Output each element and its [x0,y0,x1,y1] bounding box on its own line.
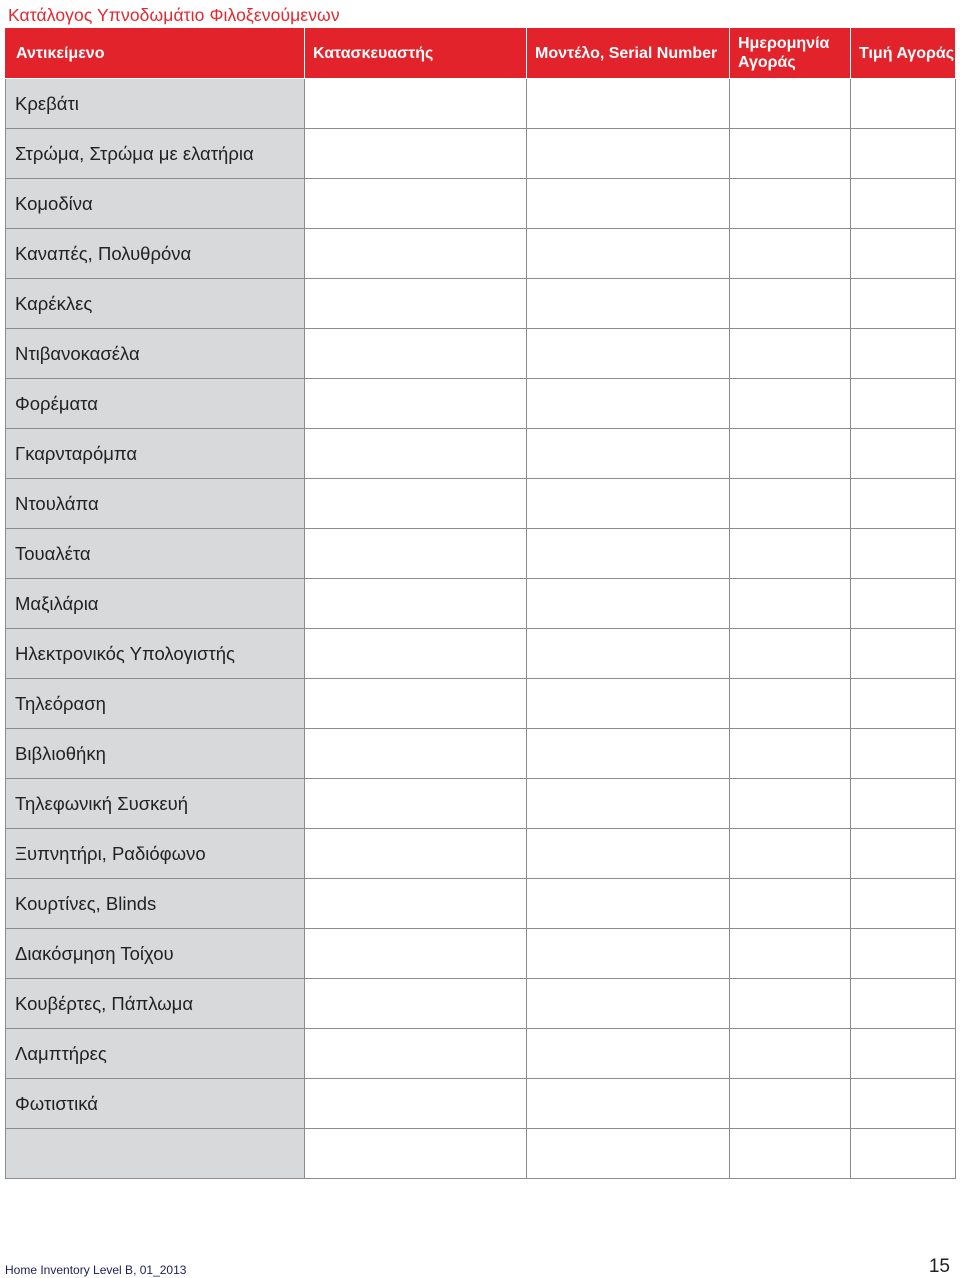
table-row [6,1079,956,1129]
model-serial-cell[interactable] [527,879,730,929]
manufacturer-cell[interactable] [305,979,527,1029]
model-serial-cell[interactable] [527,829,730,879]
column-header-manufacturer: Κατασκευαστής [305,28,527,79]
purchase-date-cell[interactable] [730,829,851,879]
purchase-price-cell[interactable] [851,229,956,279]
manufacturer-cell[interactable] [305,79,527,129]
item-name-cell: Καρέκλες [6,279,305,329]
column-header-item: Αντικείμενο [6,28,305,79]
item-name-cell: Φορέματα [6,379,305,429]
purchase-date-cell[interactable] [730,279,851,329]
item-name-cell: Ηλεκτρονικός Υπολογιστής [6,629,305,679]
page-number: 15 [928,1256,950,1277]
table-row [6,279,956,329]
column-header-model-serial: Μοντέλο, Serial Number [527,28,730,79]
item-name-cell: Ντιβανοκασέλα [6,329,305,379]
table-row [6,979,956,1029]
model-serial-cell[interactable] [527,729,730,779]
purchase-price-cell[interactable] [851,879,956,929]
table-row [6,179,956,229]
table-row [6,929,956,979]
model-serial-cell[interactable] [527,529,730,579]
item-name-cell: Κουβέρτες, Πάπλωμα [6,979,305,1029]
purchase-price-cell[interactable] [851,179,956,229]
item-name-cell: Λαμπτήρες [6,1029,305,1079]
table-row [6,579,956,629]
table-row [6,629,956,679]
purchase-date-cell[interactable] [730,1029,851,1079]
manufacturer-cell[interactable] [305,679,527,729]
purchase-price-cell[interactable] [851,979,956,1029]
purchase-date-cell[interactable] [730,579,851,629]
table-row [6,879,956,929]
item-name-cell: Κομοδίνα [6,179,305,229]
manufacturer-cell[interactable] [305,879,527,929]
model-serial-cell[interactable] [527,679,730,729]
purchase-date-cell[interactable] [730,979,851,1029]
model-serial-cell[interactable] [527,1029,730,1079]
purchase-price-cell[interactable] [851,279,956,329]
manufacturer-cell[interactable] [305,379,527,429]
table-row [6,129,956,179]
column-header-purchase-price: Τιμή Αγοράς [851,28,956,79]
purchase-price-cell[interactable] [851,679,956,729]
model-serial-cell[interactable] [527,379,730,429]
purchase-date-cell[interactable] [730,429,851,479]
purchase-date-cell[interactable] [730,379,851,429]
table-row [6,1029,956,1079]
purchase-date-cell[interactable] [730,929,851,979]
purchase-price-cell[interactable] [851,779,956,829]
purchase-date-cell[interactable] [730,529,851,579]
item-name-cell: Ντουλάπα [6,479,305,529]
table-row [6,229,956,279]
item-name-cell: Ξυπνητήρι, Ραδιόφωνο [6,829,305,879]
table-row [6,429,956,479]
purchase-price-cell[interactable] [851,829,956,879]
item-name-cell: Καναπές, Πολυθρόνα [6,229,305,279]
purchase-date-cell[interactable] [730,679,851,729]
table-row [6,479,956,529]
manufacturer-cell[interactable] [305,579,527,629]
item-name-cell: Τηλεόραση [6,679,305,729]
purchase-price-cell[interactable] [851,1129,956,1179]
purchase-price-cell[interactable] [851,929,956,979]
purchase-price-cell[interactable] [851,379,956,429]
manufacturer-cell[interactable] [305,1079,527,1129]
purchase-date-cell[interactable] [730,879,851,929]
item-name-cell: Διακόσμηση Τοίχου [6,929,305,979]
column-header-purchase-date: Ημερομηνία Αγοράς [730,28,851,79]
model-serial-cell[interactable] [527,179,730,229]
purchase-date-cell[interactable] [730,479,851,529]
manufacturer-cell[interactable] [305,479,527,529]
table-row [6,779,956,829]
purchase-price-cell[interactable] [851,529,956,579]
item-name-cell: Φωτιστικά [6,1079,305,1129]
manufacturer-cell[interactable] [305,329,527,379]
table-row [6,379,956,429]
purchase-price-cell[interactable] [851,479,956,529]
model-serial-cell[interactable] [527,279,730,329]
purchase-date-cell[interactable] [730,779,851,829]
purchase-price-cell[interactable] [851,429,956,479]
manufacturer-cell[interactable] [305,1029,527,1079]
item-name-cell: Μαξιλάρια [6,579,305,629]
model-serial-cell[interactable] [527,1079,730,1129]
manufacturer-cell[interactable] [305,779,527,829]
purchase-date-cell[interactable] [730,79,851,129]
manufacturer-cell[interactable] [305,829,527,879]
purchase-date-cell[interactable] [730,229,851,279]
manufacturer-cell[interactable] [305,429,527,479]
manufacturer-cell[interactable] [305,929,527,979]
item-name-cell: Κρεβάτι [6,79,305,129]
item-name-cell: Βιβλιοθήκη [6,729,305,779]
model-serial-cell[interactable] [527,79,730,129]
item-name-cell [6,1129,305,1179]
purchase-date-cell[interactable] [730,729,851,779]
manufacturer-cell[interactable] [305,529,527,579]
purchase-date-cell[interactable] [730,329,851,379]
purchase-price-cell[interactable] [851,729,956,779]
manufacturer-cell[interactable] [305,729,527,779]
table-row [6,1129,956,1179]
manufacturer-cell[interactable] [305,129,527,179]
model-serial-cell[interactable] [527,929,730,979]
model-serial-cell[interactable] [527,979,730,1029]
item-name-cell: Τουαλέτα [6,529,305,579]
purchase-date-cell[interactable] [730,629,851,679]
table-header-row [6,28,956,79]
purchase-price-cell[interactable] [851,1079,956,1129]
purchase-date-cell[interactable] [730,1079,851,1129]
item-name-cell: Γκαρνταρόμπα [6,429,305,479]
manufacturer-cell[interactable] [305,1129,527,1179]
model-serial-cell[interactable] [527,1129,730,1179]
table-row [6,329,956,379]
item-name-cell: Κουρτίνες, Blinds [6,879,305,929]
inventory-table-body [6,79,956,1179]
item-name-cell: Στρώμα, Στρώμα με ελατήρια [6,129,305,179]
purchase-date-cell[interactable] [730,1129,851,1179]
model-serial-cell[interactable] [527,229,730,279]
manufacturer-cell[interactable] [305,179,527,229]
table-row [6,679,956,729]
footer-document-label: Home Inventory Level B, 01_2013 [5,1263,187,1277]
table-row [6,79,956,129]
page-title: Κατάλογος Υπνοδωμάτιο Φιλοξενούμενων [8,5,340,25]
purchase-price-cell[interactable] [851,129,956,179]
purchase-price-cell[interactable] [851,329,956,379]
inventory-table [5,27,956,1179]
purchase-price-cell[interactable] [851,629,956,679]
model-serial-cell[interactable] [527,129,730,179]
model-serial-cell[interactable] [527,629,730,679]
purchase-price-cell[interactable] [851,1029,956,1079]
model-serial-cell[interactable] [527,779,730,829]
purchase-date-cell[interactable] [730,179,851,229]
purchase-date-cell[interactable] [730,129,851,179]
table-row [6,829,956,879]
table-row [6,529,956,579]
purchase-price-cell[interactable] [851,579,956,629]
model-serial-cell[interactable] [527,579,730,629]
model-serial-cell[interactable] [527,429,730,479]
model-serial-cell[interactable] [527,479,730,529]
manufacturer-cell[interactable] [305,229,527,279]
table-row [6,729,956,779]
purchase-price-cell[interactable] [851,79,956,129]
manufacturer-cell[interactable] [305,279,527,329]
item-name-cell: Τηλεφωνική Συσκευή [6,779,305,829]
manufacturer-cell[interactable] [305,629,527,679]
model-serial-cell[interactable] [527,329,730,379]
